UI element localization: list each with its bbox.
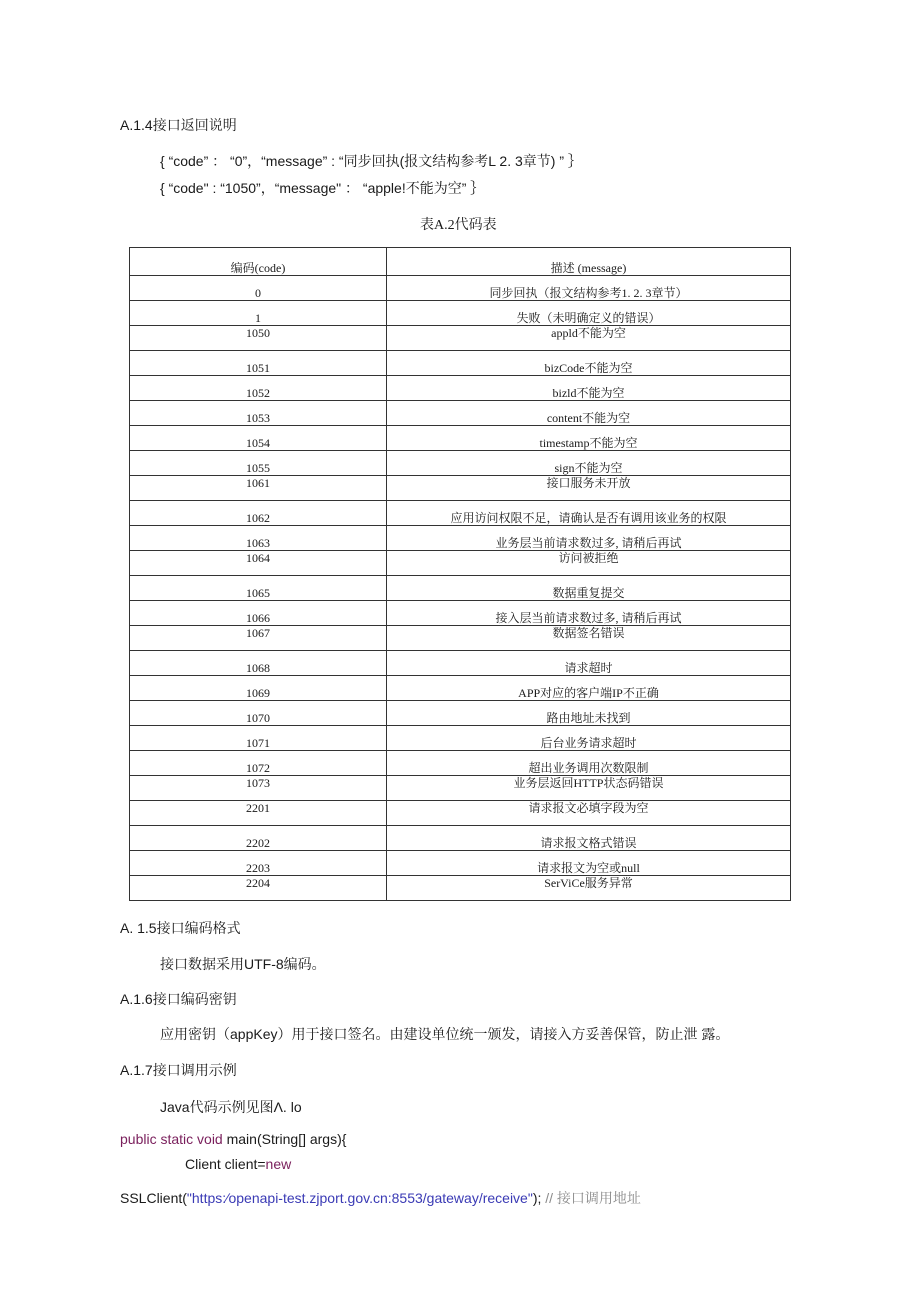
section-a15-title: A. 1.5接口编码格式: [120, 920, 241, 936]
table-row: [130, 751, 791, 776]
table-row: [130, 701, 791, 726]
section-a16-text: 应用密钥（appKey）用于接口签名。由建设单位统一颁发，请接入方妥善保管，防止泄 露。: [160, 1026, 730, 1042]
code-comment: // 接口调用地址: [545, 1190, 641, 1206]
table-row: [130, 776, 791, 801]
table-row: [130, 826, 791, 851]
cell-code: 1068: [130, 651, 387, 676]
code-class: SSLClient(: [120, 1190, 187, 1206]
cell-message: content不能为空: [387, 401, 791, 426]
code-string-url: "https:∕openapi-test.zjport.gov.cn:8553/gateway/receive": [186, 1190, 533, 1206]
cell-code: 1061: [130, 476, 387, 501]
cell-message: 请求超时: [387, 651, 791, 676]
table-row: [130, 301, 791, 326]
code-line-3: [120, 1188, 641, 1208]
cell-message: 接入层当前请求数过多, 请稍后再试: [387, 601, 791, 626]
code-line-2: [185, 1156, 291, 1172]
table-row: [130, 676, 791, 701]
cell-code: 2201: [130, 801, 387, 826]
cell-message: 请求报文必填字段为空: [387, 801, 791, 826]
table-row: [130, 276, 791, 301]
header-message: 描述 (message): [387, 248, 791, 276]
code-text: main(String[] args){: [222, 1131, 347, 1147]
table-row: [130, 651, 791, 676]
cell-message: 访问被拒绝: [387, 551, 791, 576]
table-row: [130, 601, 791, 626]
cell-code: 1065: [130, 576, 387, 601]
table-row: [130, 401, 791, 426]
cell-code: 1052: [130, 376, 387, 401]
cell-message: bizld不能为空: [387, 376, 791, 401]
cell-code: 2203: [130, 851, 387, 876]
cell-message: APP对应的客户端IP不正确: [387, 676, 791, 701]
table-row: [130, 576, 791, 601]
code-line-1: [120, 1131, 346, 1147]
cell-message: 失败（未明确定义的错误）: [387, 301, 791, 326]
cell-code: 1066: [130, 601, 387, 626]
cell-message: bizCode不能为空: [387, 351, 791, 376]
section-a17-text: Java代码示例见图Λ. lo: [160, 1099, 302, 1115]
cell-code: 1070: [130, 701, 387, 726]
cell-message: 请求报文格式错误: [387, 826, 791, 851]
cell-code: 1071: [130, 726, 387, 751]
table-row: [130, 476, 791, 501]
section-a15-text: 接口数据采用UTF-8编码。: [160, 956, 326, 972]
json-example-success: { “code” ： “0”，“message” : “同步回执(报文结构参考L 2. 3章节) ” ｝: [160, 153, 582, 169]
cell-message: SerViCe服务异常: [387, 876, 791, 901]
code-text: );: [532, 1190, 546, 1206]
cell-code: 0: [130, 276, 387, 301]
cell-code: 1055: [130, 451, 387, 476]
cell-code: 1054: [130, 426, 387, 451]
cell-code: 1053: [130, 401, 387, 426]
table-row: [130, 801, 791, 826]
cell-code: 2202: [130, 826, 387, 851]
cell-code: 1069: [130, 676, 387, 701]
table-row: [130, 351, 791, 376]
section-a17-title: A.1.7接口调用示例: [120, 1062, 237, 1078]
cell-message: 接口服务未开放: [387, 476, 791, 501]
cell-code: 1072: [130, 751, 387, 776]
code-table: [129, 247, 791, 901]
table-row: [130, 376, 791, 401]
header-code: 编码(code): [130, 248, 387, 276]
cell-message: 超出业务调用次数限制: [387, 751, 791, 776]
cell-code: 1062: [130, 501, 387, 526]
cell-message: 数据重复提交: [387, 576, 791, 601]
table-header-row: [130, 248, 791, 276]
cell-message: 同步回执（报文结构参考1. 2. 3章节）: [387, 276, 791, 301]
cell-code: 1051: [130, 351, 387, 376]
table-row: [130, 451, 791, 476]
cell-message: appld不能为空: [387, 326, 791, 351]
table-row: [130, 326, 791, 351]
table-row: [130, 501, 791, 526]
cell-code: 2204: [130, 876, 387, 901]
cell-message: 请求报文为空或null: [387, 851, 791, 876]
cell-message: 业务层当前请求数过多, 请稍后再试: [387, 526, 791, 551]
cell-message: timestamp不能为空: [387, 426, 791, 451]
cell-code: 1050: [130, 326, 387, 351]
cell-code: 1: [130, 301, 387, 326]
code-keyword: public static void: [120, 1131, 223, 1147]
cell-message: sign不能为空: [387, 451, 791, 476]
section-a16-title: A.1.6接口编码密钥: [120, 991, 237, 1007]
cell-code: 1064: [130, 551, 387, 576]
table-row: [130, 851, 791, 876]
table-row: [130, 526, 791, 551]
cell-message: 路由地址未找到: [387, 701, 791, 726]
json-example-error: { “code" : “1050”，“message" ： “apple!不能为空” ｝: [160, 180, 485, 196]
table-row: [130, 726, 791, 751]
table-caption: 表A.2代码表: [420, 218, 497, 233]
cell-code: 1073: [130, 776, 387, 801]
table-row: [130, 876, 791, 901]
code-keyword: new: [265, 1156, 292, 1172]
cell-message: 后台业务请求超时: [387, 726, 791, 751]
cell-message: 业务层返回HTTP状态码错误: [387, 776, 791, 801]
table-row: [130, 551, 791, 576]
cell-code: 1067: [130, 626, 387, 651]
code-text: Client client=: [185, 1156, 266, 1172]
cell-code: 1063: [130, 526, 387, 551]
cell-message: 数据签名错误: [387, 626, 791, 651]
table-row: [130, 626, 791, 651]
table-row: [130, 426, 791, 451]
cell-message: 应用访问权限不足，请确认是否有调用该业务的权限: [387, 501, 791, 526]
section-a14-title: A.1.4接口返回说明: [120, 117, 237, 133]
